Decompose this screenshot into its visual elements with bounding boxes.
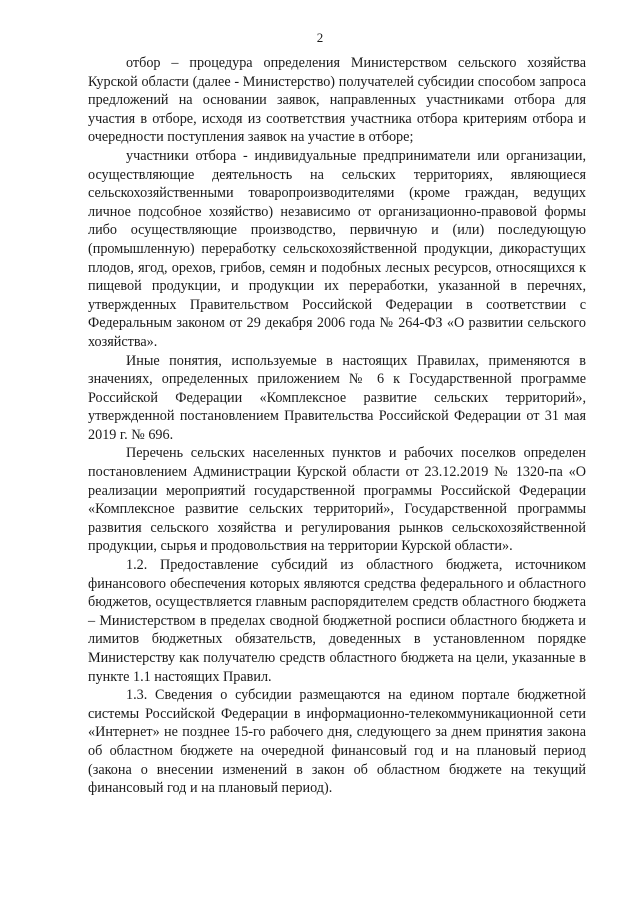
page-number: 2 — [316, 30, 324, 45]
document-body — [88, 54, 586, 798]
paragraph-selection-definition: отбор – процедура определения Министерством сельского хозяйства Курской области (далее - Министерство) получателей субсидии способом запроса предложений на основании заявок, направленных участниками отбора для участия в отборе, исходя из соответствия участника отбора критериям отбора и очередности поступления заявок на участие в отборе; — [88, 55, 586, 146]
paragraph-section-1-3: 1.3. Сведения о субсидии размещаются на едином портале бюджетной системы Российской Федерации в информационно-телекоммуникационной сети «Интернет» не позднее 15-го рабочего дня, следующего за днем принятия закона об областном бюджете на очередной финансовый год и на плановый период (закона о внесении изменений в закон об областном бюджете на текущий финансовый год и на плановый период). — [88, 687, 586, 797]
paragraph-participants-definition: участники отбора - индивидуальные предприниматели или организации, осуществляющие деятельность на сельских территориях, являющиеся сельскохозяйственными товаропроизводителями (кроме граждан, ведущих личное подсобное хозяйство) независимо от организационно-правовой формы либо осуществляющие производство, первичную и (или) последующую (промышленную) переработку сельскохозяйственной продукции, дикорастущих плодов, ягод, орехов, грибов, семян и подобных лесных ресурсов, относящихся к пищевой продукции, и продукции их переработки, указанной в перечнях, утвержденных Правительством Российской Федерации в соответствии с Федеральным законом от 29 декабря 2006 года № 264-ФЗ «О развитии сельского хозяйства». — [88, 147, 586, 350]
paragraph-settlements-list: Перечень сельских населенных пунктов и рабочих поселков определен постановлением Администрации Курской области от 23.12.2019 № 1320-па «О реализации мероприятий государственной программы Российской Федерации «Комплексное развитие сельских территорий», Государственной программы развития сельского хозяйства и регулирования рынков сельскохозяйственной продукции, сырья и продовольствия на территории Курской области». — [88, 445, 586, 555]
paragraph-other-terms: Иные понятия, используемые в настоящих Правилах, применяются в значениях, определенных приложением № 6 к Государственной программе Российской Федерации «Комплексное развитие сельских территорий», утвержденной постановлением Правительства Российской Федерации от 31 мая 2019 г. № 696. — [88, 352, 586, 443]
paragraph-section-1-2: 1.2. Предоставление субсидий из областного бюджета, источником финансового обеспечения которых являются средства федерального и областного бюджетов, осуществляется главным распорядителем средств областного бюджета – Министерством в пределах сводной бюджетной росписи областного бюджета и лимитов бюджетных обязательств, доведенных в установленном порядке Министерству как получателю средств областного бюджета на цели, указанные в пункте 1.1 настоящих Правил. — [88, 557, 586, 685]
